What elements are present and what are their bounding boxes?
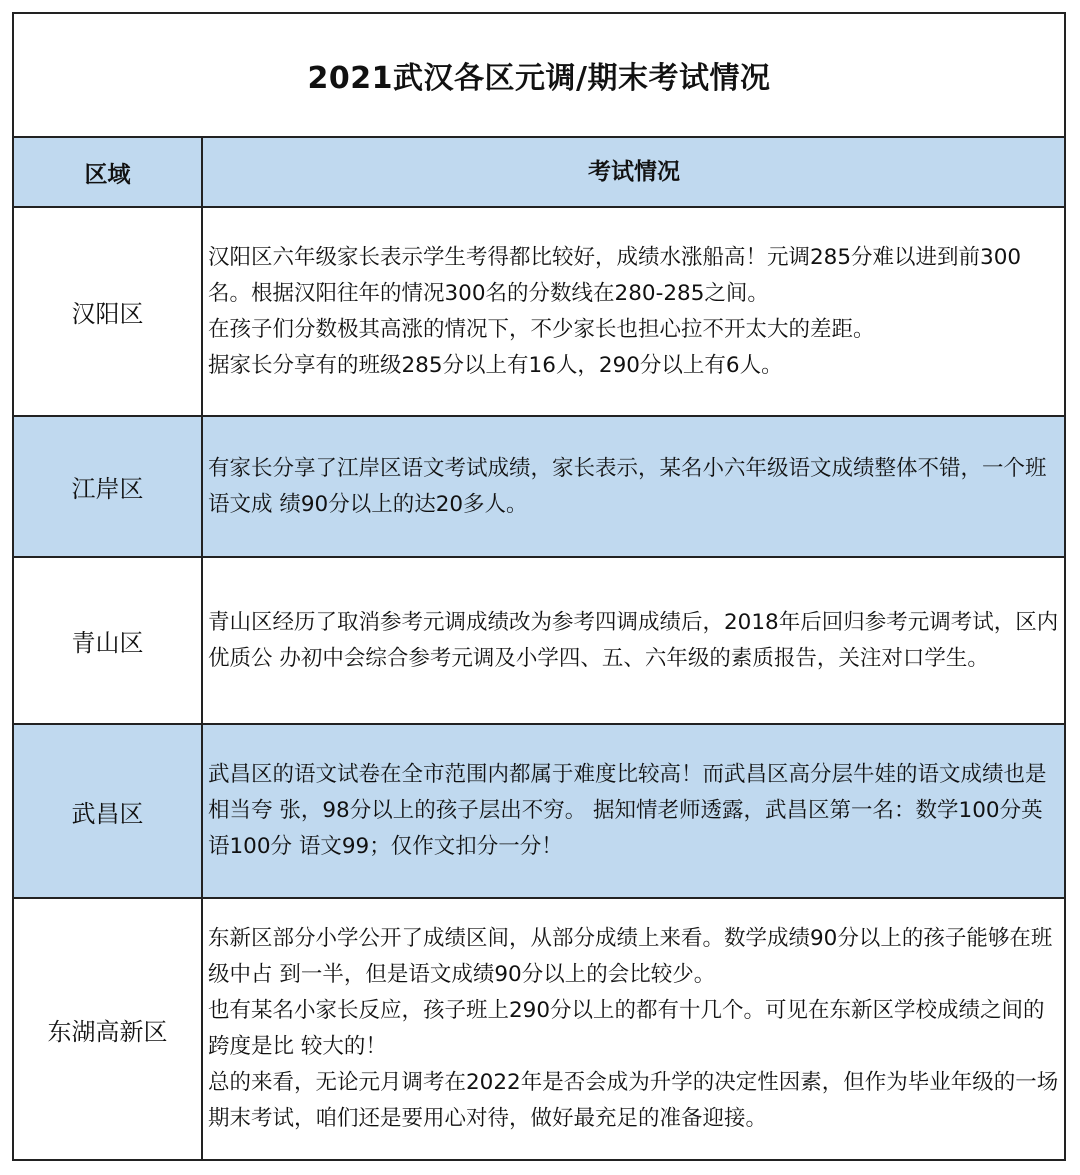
detail-paragraph: 东新区部分小学公开了成绩区间，从部分成绩上来看。数学成绩90分以上的孩子能够在班级中占 到一半，但是语文成绩90分以上的会比较少。	[208, 926, 1053, 987]
header-detail: 考试情况	[588, 159, 680, 185]
table-row	[14, 208, 1064, 417]
region-cell: 武昌区	[14, 725, 203, 897]
region-cell: 青山区	[14, 558, 203, 723]
header-row	[14, 138, 1064, 208]
detail-cell	[203, 899, 1064, 1159]
detail-paragraph: 青山区经历了取消参考元调成绩改为参考四调成绩后，2018年后回归参考元调考试，区内优质公 办初中会综合参考元调及小学四、五、六年级的素质报告，关注对口学生。	[208, 609, 1059, 671]
exam-table	[12, 12, 1066, 1161]
table-title: 2021武汉各区元调/期末考试情况	[14, 14, 1064, 138]
detail-paragraph: 武昌区的语文试卷在全市范围内都属于难度比较高！而武昌区高分层牛娃的语文成绩也是相当夸 张，98分以上的孩子层出不穷。 据知情老师透露，武昌区第一名：数学100分英语100分 语文99；仅作文扣分一分！	[208, 762, 1047, 859]
detail-paragraph: 汉阳区六年级家长表示学生考得都比较好，成绩水涨船高！元调285分难以进到前300名。根据汉阳往年的情况300名的分数线在280-285之间。	[208, 244, 1022, 306]
detail-paragraph: 总的来看，无论元月调考在2022年是否会成为升学的决定性因素，但作为毕业年级的一场期末考试，咱们还是要用心对待，做好最充足的准备迎接。	[208, 1070, 1059, 1131]
table-row	[14, 725, 1064, 899]
detail-paragraph: 据家长分享有的班级285分以上有16人，290分以上有6人。	[208, 352, 783, 378]
detail-paragraph: 有家长分享了江岸区语文考试成绩，家长表示，某名小六年级语文成绩整体不错，一个班语文成 绩90分以上的达20多人。	[208, 455, 1047, 517]
region-cell: 汉阳区	[14, 208, 203, 415]
table-row	[14, 417, 1064, 558]
detail-cell	[203, 417, 1064, 556]
detail-paragraph: 在孩子们分数极其高涨的情况下，不少家长也担心拉不开太大的差距。	[208, 316, 875, 342]
detail-cell	[203, 725, 1064, 897]
region-cell: 江岸区	[14, 417, 203, 556]
table-row	[14, 558, 1064, 725]
detail-paragraph: 也有某名小家长反应，孩子班上290分以上的都有十几个。可见在东新区学校成绩之间的跨度是比 较大的！	[208, 998, 1045, 1059]
detail-cell	[203, 208, 1064, 415]
header-region: 区域	[14, 138, 203, 206]
table-row	[14, 899, 1064, 1159]
detail-cell	[203, 558, 1064, 723]
region-cell: 东湖高新区	[14, 899, 203, 1159]
